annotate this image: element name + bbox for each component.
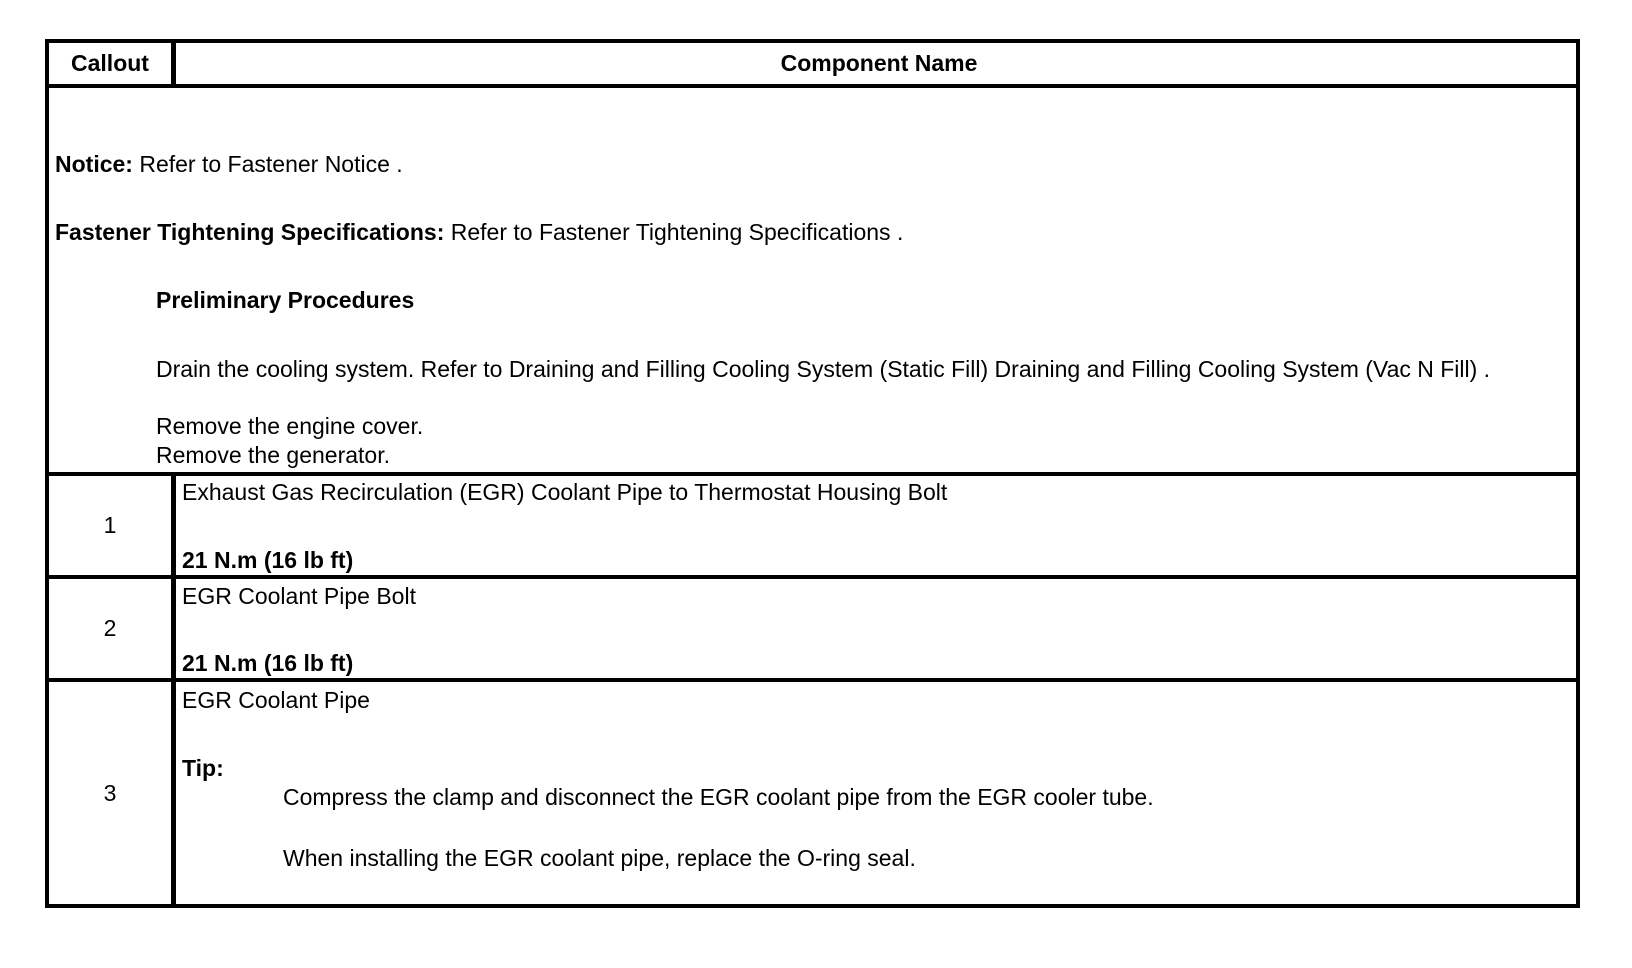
callout-cell: 2: [49, 579, 176, 678]
torque-spec: 21 N.m (16 lb ft): [182, 547, 354, 573]
tip-label: Tip:: [182, 755, 224, 781]
component-name: Exhaust Gas Recirculation (EGR) Coolant Pipe to Thermostat Housing Bolt: [182, 479, 948, 505]
notes-row: [49, 84, 1576, 472]
preliminary-step-1: Drain the cooling system. Refer to Draining and Filling Cooling System (Static Fill) Draining and Filling Cooling System (Vac N Fill) .: [156, 356, 1491, 382]
tip-item-1: Compress the clamp and disconnect the EGR coolant pipe from the EGR cooler tube.: [283, 784, 1154, 810]
table-row: [49, 472, 1576, 575]
component-name: EGR Coolant Pipe: [182, 687, 370, 713]
notice-text: Refer to Fastener Notice .: [132, 151, 403, 177]
header-component-name: Component Name: [780, 50, 978, 76]
preliminary-step-3: Remove the generator.: [156, 442, 390, 468]
header-callout: Callout: [49, 43, 176, 84]
component-cell: [176, 476, 1576, 575]
component-cell: [176, 579, 1576, 678]
preliminary-step-2: Remove the engine cover.: [156, 413, 424, 439]
fastener-spec-line: [55, 218, 903, 246]
callout-cell: 3: [49, 682, 176, 904]
component-table: [45, 39, 1580, 908]
notice-label: Notice:: [55, 151, 133, 177]
tip-item-2: When installing the EGR coolant pipe, replace the O-ring seal.: [283, 845, 916, 871]
fastener-spec-label: Fastener Tightening Specifications:: [55, 219, 445, 245]
preliminary-procedures-title: Preliminary Procedures: [156, 287, 415, 313]
table-row: [49, 575, 1576, 678]
fastener-spec-text: Refer to Fastener Tightening Specifications .: [444, 219, 904, 245]
component-name: EGR Coolant Pipe Bolt: [182, 583, 416, 609]
table-row: [49, 678, 1576, 904]
component-cell: [176, 682, 1576, 904]
notice-line: [55, 150, 403, 178]
callout-cell: 1: [49, 476, 176, 575]
torque-spec: 21 N.m (16 lb ft): [182, 650, 354, 676]
table-header-row: [49, 43, 1576, 84]
